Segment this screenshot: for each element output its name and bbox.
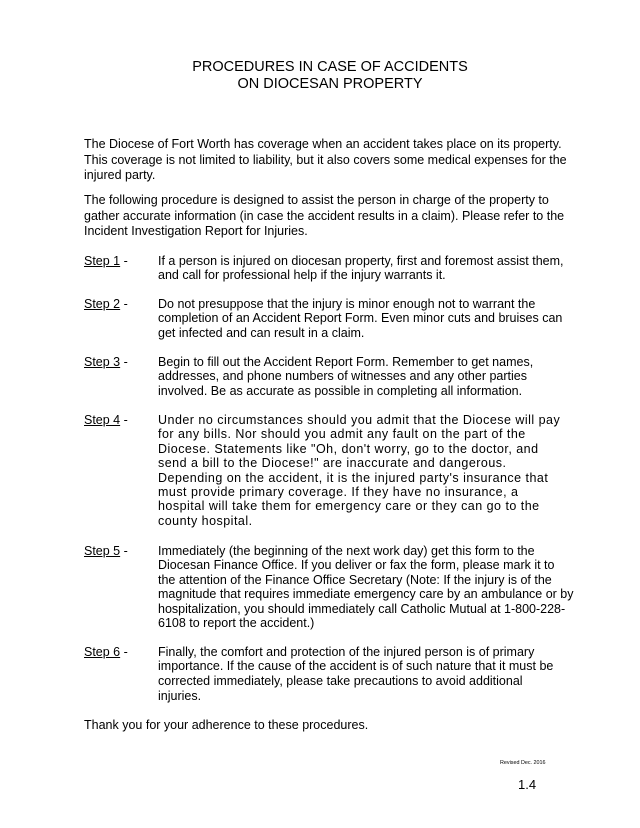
step-line: corrected immediately, please take precautions to avoid additional [158, 674, 523, 688]
step-line: send a bill to the Diocese!" are inaccurate and dangerous. [158, 456, 507, 471]
step-name: Step 6 [84, 644, 121, 659]
step-name: Step 2 [84, 296, 121, 311]
step-line: hospital will take them for emergency care or they can go to the [158, 499, 540, 514]
page-number: 1.4 [518, 776, 537, 792]
paragraph-line: This coverage is not limited to liability, but it also covers some medical expenses for the [84, 152, 567, 167]
paragraph-line: The following procedure is designed to assist the person in charge of the property to [84, 193, 549, 208]
step-line: addresses, and phone numbers of witnesses and any other parties [158, 369, 527, 384]
step-name: Step 3 [84, 354, 121, 369]
step-body [158, 645, 553, 704]
step-separator: - [123, 296, 128, 311]
step-line: Do not presuppose that the injury is minor enough not to warrant the [158, 296, 536, 311]
step-body [158, 544, 574, 631]
step-label [84, 254, 128, 269]
step-line: Diocesan Finance Office. If you deliver or fax the form, please mark it to [158, 558, 555, 573]
step-label [84, 297, 128, 312]
step-separator: - [123, 543, 128, 558]
step-line: importance. If the cause of the accident is of such nature that it must be [158, 659, 554, 674]
step-line: for any bills. Nor should you admit any fault on the part of the [158, 427, 526, 442]
step-body [158, 254, 564, 284]
step-line: involved. Be as accurate as possible in completing all information. [158, 384, 523, 399]
step-label [84, 645, 128, 660]
step-body [158, 413, 560, 529]
step-line: Begin to fill out the Accident Report Form. Remember to get names, [158, 354, 534, 369]
step-line: hospitalization, you should immediately call Catholic Mutual at 1-800-228- [158, 601, 566, 616]
step-line: Immediately (the beginning of the next work day) get this form to the [158, 543, 535, 558]
step-line: Under no circumstances should you admit that the Diocese will pay [158, 412, 561, 427]
step-separator: - [123, 253, 128, 268]
title-line-2: ON DIOCESAN PROPERTY [237, 76, 423, 92]
closing-line: Thank you for your adherence to these procedures. [84, 717, 369, 732]
step-body [158, 355, 533, 399]
step-line: Finally, the comfort and protection of the injured person is of primary [158, 644, 535, 659]
step-body [158, 297, 562, 341]
step-separator: - [123, 644, 128, 659]
document-title [20, 59, 640, 93]
step-line: county hospital. [158, 513, 253, 528]
step-line: Depending on the accident, it is the injured party's insurance that [158, 470, 549, 485]
step-name: Step 4 [84, 412, 121, 427]
step-line: Diocese. Statements like "Oh, don't worry, go to the doctor, and [158, 441, 539, 456]
step-line: get infected and can result in a claim. [158, 326, 365, 341]
step-name: Step 5 [84, 543, 121, 558]
step-name: Step 1 [84, 253, 121, 268]
intro-paragraph-coverage [84, 137, 567, 183]
paragraph-line: gather accurate information (in case the accident results in a claim). Please refer to the [84, 208, 565, 223]
step-line: and call for professional help if the injury warrants it. [158, 268, 446, 283]
revision-note: Revised Dec. 2016 [500, 760, 546, 766]
step-label [84, 413, 128, 427]
step-line: completion of an Accident Report Form. Even minor cuts and bruises can [158, 311, 563, 326]
step-line: 6108 to report the accident.) [158, 615, 315, 630]
paragraph-line: The Diocese of Fort Worth has coverage when an accident takes place on its property. [84, 137, 562, 152]
step-line: If a person is injured on diocesan property, first and foremost assist them, [158, 253, 564, 268]
step-label [84, 355, 128, 370]
paragraph-line: injured party. [84, 167, 156, 182]
title-line-1: PROCEDURES IN CASE OF ACCIDENTS [192, 59, 468, 75]
step-label [84, 544, 128, 558]
intro-paragraph-procedure [84, 193, 564, 239]
paragraph-line: Incident Investigation Report for Injuries. [84, 223, 308, 238]
step-separator: - [123, 412, 128, 427]
closing-text [84, 718, 368, 733]
step-line: injuries. [158, 688, 202, 703]
step-line: magnitude that requires immediate emergency care by an ambulance or by [158, 587, 574, 602]
step-separator: - [123, 354, 128, 369]
step-line: must provide primary coverage. If they have no insurance, a [158, 484, 519, 499]
step-line: the attention of the Finance Office Secretary (Note: If the injury is of the [158, 572, 552, 587]
